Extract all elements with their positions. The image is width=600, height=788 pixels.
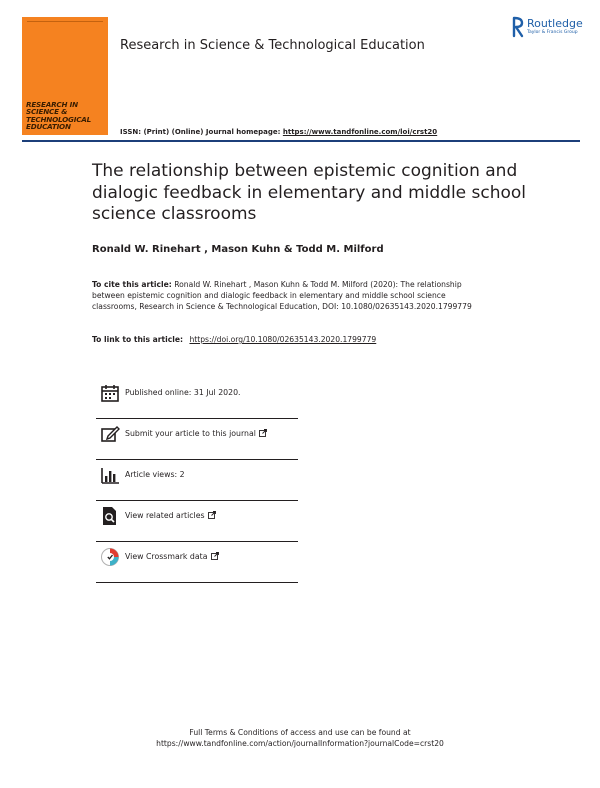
issn-line (120, 128, 437, 136)
crossmark-icon (100, 547, 120, 567)
header-divider (22, 140, 580, 142)
article-link-line (92, 335, 376, 344)
article-title: The relationship between epistemic cognition and dialogic feedback in elementary and middle school science classrooms (92, 161, 527, 224)
crossmark-row[interactable] (96, 542, 298, 583)
calendar-icon (100, 383, 120, 403)
citation-block (92, 279, 492, 312)
cover-title: RESEARCH IN SCIENCE & TECHNOLOGICAL EDUCATION (26, 100, 92, 132)
bar-chart-icon (100, 465, 120, 485)
related-articles-icon (100, 506, 120, 526)
cover-header-line (27, 21, 103, 28)
publisher-tagline: Taylor & Francis Group (527, 30, 578, 35)
article-views-row (96, 460, 298, 501)
external-link-icon (211, 552, 219, 560)
citation-text: Ronald W. Rinehart , Mason Kuhn & Todd M. Milford (2020): The relationship between epistemic cognition and dialogic feedback in elementary and middle school science classrooms, Research in Science & Technological Education, DOI: 10.1080/02635143.2020.1799779 (92, 280, 472, 311)
article-link-label: To link to this article: (92, 335, 184, 344)
external-link-icon (208, 511, 216, 519)
publisher-name: Routledge (527, 17, 583, 30)
terms-footer-text: Full Terms & Conditions of access and use can be found at (189, 728, 411, 737)
edit-icon (100, 424, 120, 444)
published-online-label: Published online: 31 Jul 2020. (125, 388, 241, 397)
terms-footer-url[interactable]: https://www.tandfonline.com/action/journalInformation?journalCode=crst20 (156, 739, 444, 748)
related-articles-link[interactable]: View related articles (125, 511, 216, 520)
journal-homepage-link[interactable]: https://www.tandfonline.com/loi/crst20 (282, 128, 438, 136)
submit-article-link[interactable]: Submit your article to this journal (125, 429, 267, 438)
citation-label: To cite this article: (92, 280, 172, 289)
issn-label: ISSN: (Print) (Online) Journal homepage: (120, 128, 281, 136)
terms-footer (0, 727, 600, 749)
article-actions (96, 378, 298, 583)
article-doi-link[interactable]: https://doi.org/10.1080/02635143.2020.1799779 (189, 335, 377, 344)
submit-article-row[interactable] (96, 419, 298, 460)
crossmark-link[interactable]: View Crossmark data (125, 552, 219, 561)
published-online-row (96, 378, 298, 419)
related-articles-row[interactable] (96, 501, 298, 542)
journal-cover (22, 17, 108, 135)
article-views-label: Article views: 2 (125, 470, 185, 479)
journal-name: Research in Science & Technological Education (120, 38, 425, 53)
routledge-logo-icon (512, 16, 524, 38)
article-authors: Ronald W. Rinehart , Mason Kuhn & Todd M. Milford (92, 244, 384, 255)
publisher-logo (512, 16, 592, 38)
external-link-icon (259, 429, 267, 437)
